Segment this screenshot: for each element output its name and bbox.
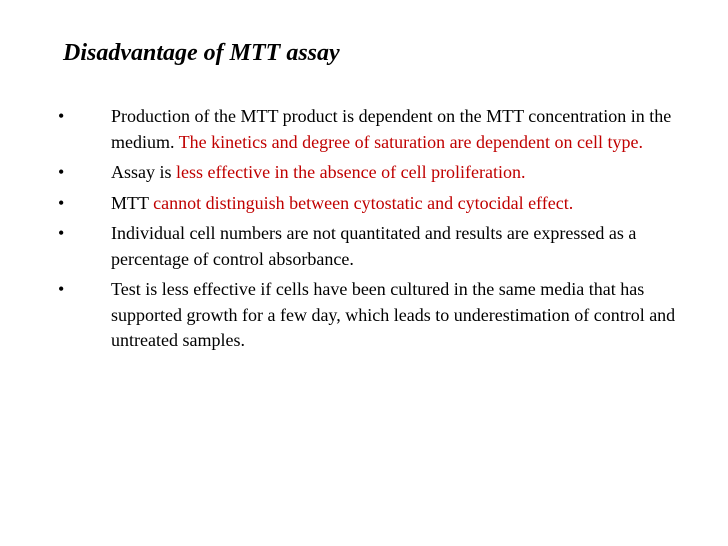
bullet-text: Individual cell numbers are not quantitated and results are expressed as a percentage of control absorbance. [111, 223, 637, 269]
bullet-highlight: less effective in the absence of cell proliferation. [176, 162, 526, 182]
bullet-icon: • [58, 106, 65, 126]
bullet-text: Test is less effective if cells have been cultured in the same media that has supported growth for a few day, which leads to underestimation of control and untreated samples. [111, 279, 676, 350]
bullet-icon: • [58, 279, 65, 299]
bullet-item-1 [58, 104, 708, 155]
bullet-item-5 [58, 277, 708, 354]
bullet-icon: • [58, 162, 65, 182]
bullet-highlight: The kinetics and degree of saturation are dependent on cell type. [178, 131, 643, 152]
bullet-item-2 [58, 160, 708, 186]
bullet-highlight: cannot distinguish between cytostatic and cytocidal effect. [153, 192, 574, 213]
bullet-item-3 [58, 191, 708, 217]
bullet-item-4 [58, 221, 708, 272]
bullet-list [58, 104, 708, 354]
slide-title: Disadvantage of MTT assay [63, 40, 340, 66]
bullet-text: Assay is [111, 162, 177, 182]
bullet-icon: • [58, 192, 65, 213]
bullet-icon: • [58, 223, 65, 243]
bullet-text: MTT [111, 192, 154, 213]
bullet-text: Production of the MTT product is dependent on the MTT concentration in the medium. [111, 106, 672, 152]
